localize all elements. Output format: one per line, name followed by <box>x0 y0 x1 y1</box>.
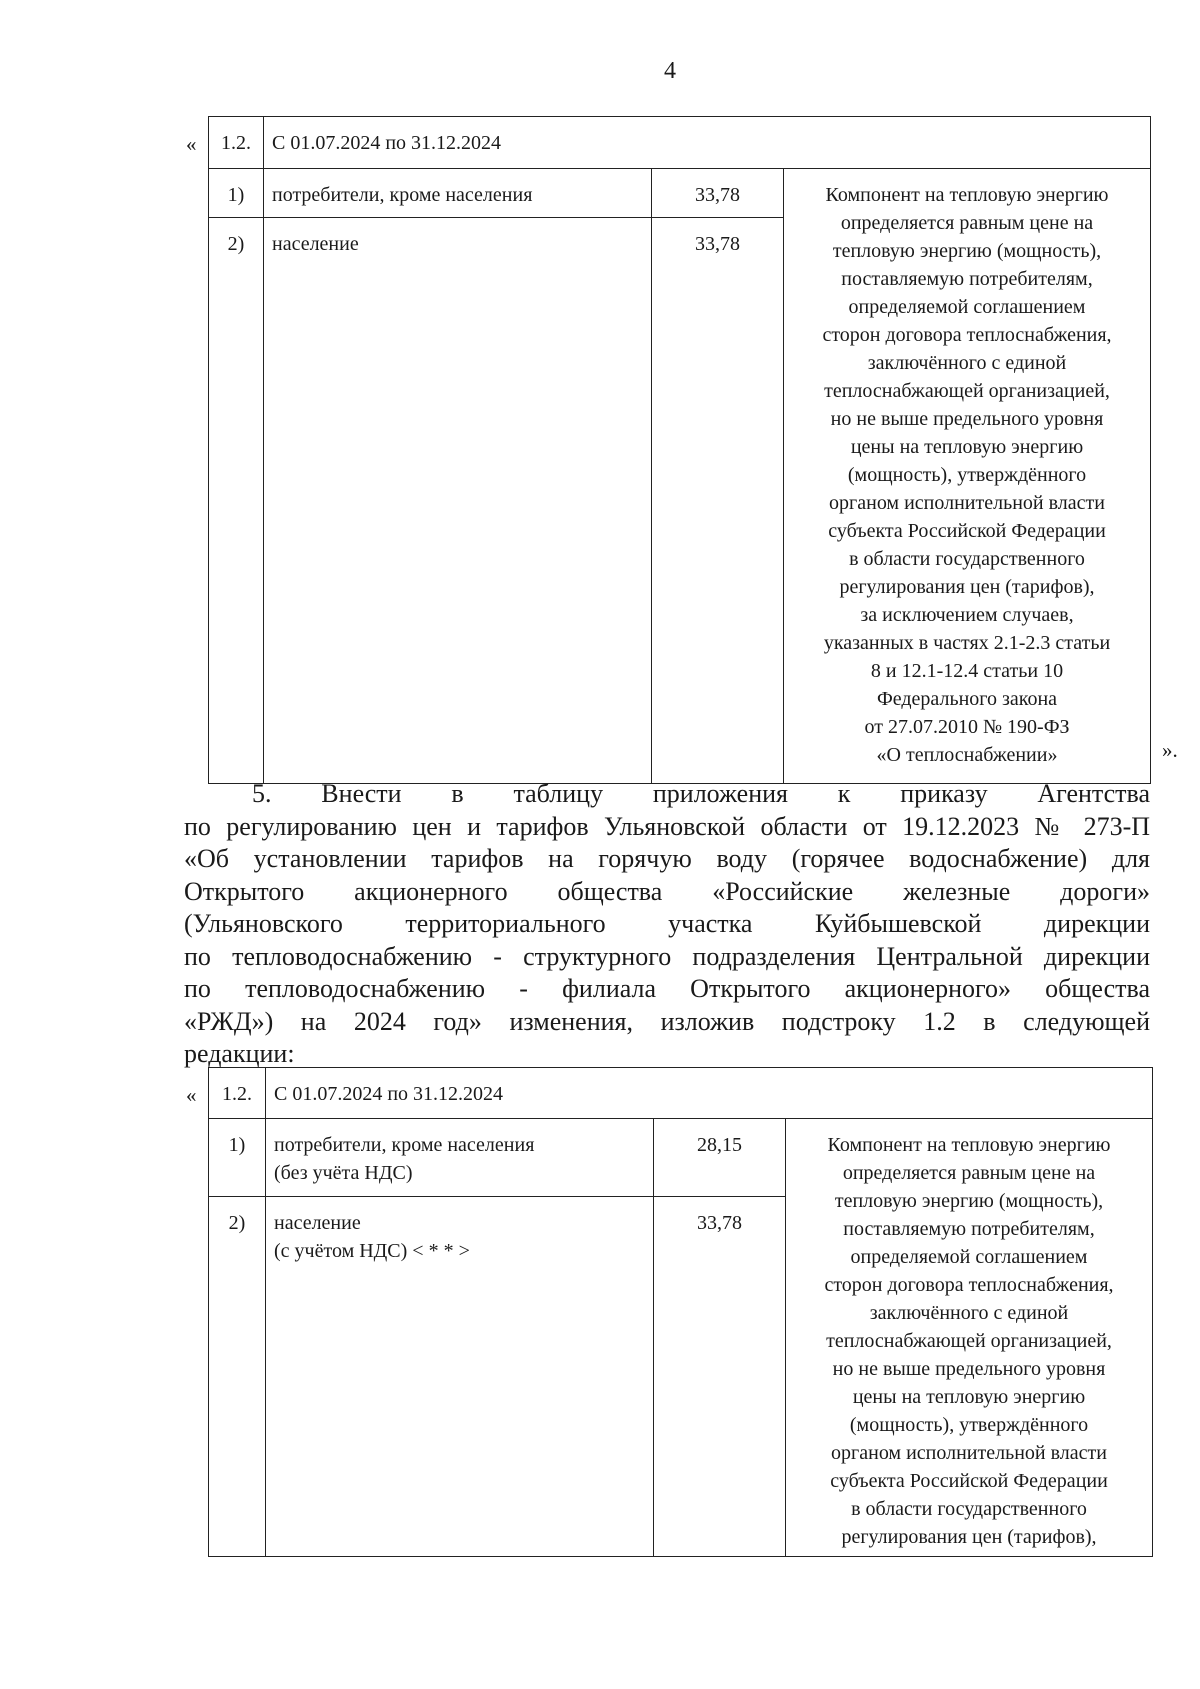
comment-line: органом исполнительной власти <box>829 492 1105 514</box>
paragraph-line: (Ульяновского территориального участка Куйбышевской дирекции <box>184 909 1150 938</box>
comment-line: но не выше предельного уровня <box>832 1358 1106 1380</box>
row-label: потребители, кроме населения <box>264 169 652 218</box>
comment-line: но не выше предельного уровня <box>830 408 1104 430</box>
row-number: 1) <box>209 1119 266 1197</box>
comment-line: (мощность), утверждённого <box>849 1414 1089 1436</box>
row-label-line: население <box>274 1212 361 1234</box>
comment-line: тепловую энергию (мощность), <box>834 1190 1104 1212</box>
comment-line: Компонент на тепловую энергию <box>825 184 1109 206</box>
paragraph-line: по регулированию цен и тарифов Ульяновской области от 19.12.2023 № 273-П <box>184 811 1150 841</box>
row-label-line: (с учётом НДС) < * * > <box>274 1240 470 1262</box>
paragraph-line: Открытого акционерного общества «Российские железные дороги» <box>184 876 1150 906</box>
comment-cell <box>784 169 1151 784</box>
tariff-table-2 <box>208 1067 1153 1557</box>
comment-line: сторон договора теплоснабжения, <box>824 1274 1114 1296</box>
row-label-line: потребители, кроме населения <box>274 1134 535 1156</box>
comment-line: теплоснабжающей организацией, <box>826 1330 1112 1352</box>
comment-text <box>788 181 1146 769</box>
row-value: 28,15 <box>654 1119 786 1197</box>
comment-text <box>790 1131 1148 1551</box>
comment-line: Компонент на тепловую энергию <box>827 1134 1111 1156</box>
comment-line: определяется равным цене на <box>840 212 1094 234</box>
table2-open-quote: « <box>186 1083 197 1107</box>
row-number: 1) <box>209 169 264 218</box>
comment-line: теплоснабжающей организацией, <box>824 380 1110 402</box>
comment-line: 8 и 12.1-12.4 статьи 10 <box>870 660 1064 682</box>
comment-line: сторон договора теплоснабжения, <box>822 324 1112 346</box>
paragraph-line: редакции: <box>184 1039 295 1068</box>
comment-line: субъекта Российской Федерации <box>830 1470 1108 1492</box>
comment-line: заключённого с единой <box>869 1302 1069 1324</box>
comment-line: за исключением случаев, <box>860 604 1074 626</box>
table1-open-quote: « <box>186 132 197 156</box>
tariff-table-1 <box>208 116 1151 784</box>
row-label <box>266 1197 654 1557</box>
row-label: население <box>264 218 652 784</box>
comment-line: «О теплоснабжении» <box>876 744 1058 766</box>
paragraph-line: по тепловодоснабжению - филиала Открытого акционерного» общества <box>184 974 1150 1003</box>
paragraph-line: по тепловодоснабжению - структурного подразделения Центральной дирекции <box>184 941 1150 971</box>
comment-line: субъекта Российской Федерации <box>828 520 1106 542</box>
comment-line: в области государственного <box>849 548 1085 570</box>
row-label <box>266 1119 654 1197</box>
row-number: 2) <box>209 1197 266 1557</box>
period-cell: С 01.07.2024 по 31.12.2024 <box>266 1068 1153 1119</box>
comment-line: определяемой соглашением <box>848 296 1086 318</box>
row-value: 33,78 <box>654 1197 786 1557</box>
comment-line: поставляемую потребителям, <box>841 268 1093 290</box>
period-number: 1.2. <box>209 1068 266 1119</box>
comment-line: регулирования цен (тарифов), <box>839 576 1095 598</box>
period-number: 1.2. <box>209 117 264 169</box>
comment-line: цены на тепловую энергию <box>850 436 1084 458</box>
table1-close-quote: ». <box>1162 738 1178 762</box>
paragraph-5 <box>184 778 1150 1071</box>
comment-line: от 27.07.2010 № 190-ФЗ <box>864 716 1070 738</box>
comment-line: (мощность), утверждённого <box>847 464 1087 486</box>
comment-line: цены на тепловую энергию <box>852 1386 1086 1408</box>
page-number: 4 <box>664 58 676 84</box>
comment-line: поставляемую потребителям, <box>843 1218 1095 1240</box>
comment-line: регулирования цен (тарифов), <box>841 1526 1097 1548</box>
comment-line: в области государственного <box>851 1498 1087 1520</box>
paragraph-line: 5. Внести в таблицу приложения к приказу Агентства <box>252 779 1150 808</box>
comment-line: заключённого с единой <box>867 352 1067 374</box>
paragraph-line: «РЖД») на 2024 год» изменения, изложив подстроку 1.2 в следующей <box>184 1006 1150 1036</box>
period-cell: С 01.07.2024 по 31.12.2024 <box>264 117 1151 169</box>
comment-cell <box>786 1119 1153 1557</box>
comment-line: органом исполнительной власти <box>831 1442 1107 1464</box>
row-number: 2) <box>209 218 264 784</box>
row-value: 33,78 <box>652 169 784 218</box>
comment-line: указанных в частях 2.1-2.3 статьи <box>823 632 1111 654</box>
comment-line: тепловую энергию (мощность), <box>832 240 1102 262</box>
comment-line: определяется равным цене на <box>842 1162 1096 1184</box>
comment-line: определяемой соглашением <box>850 1246 1088 1268</box>
row-value: 33,78 <box>652 218 784 784</box>
comment-line: Федерального закона <box>876 688 1058 710</box>
row-label-line: (без учёта НДС) <box>274 1162 413 1184</box>
paragraph-line: «Об установлении тарифов на горячую воду (горячее водоснабжение) для <box>184 844 1150 873</box>
